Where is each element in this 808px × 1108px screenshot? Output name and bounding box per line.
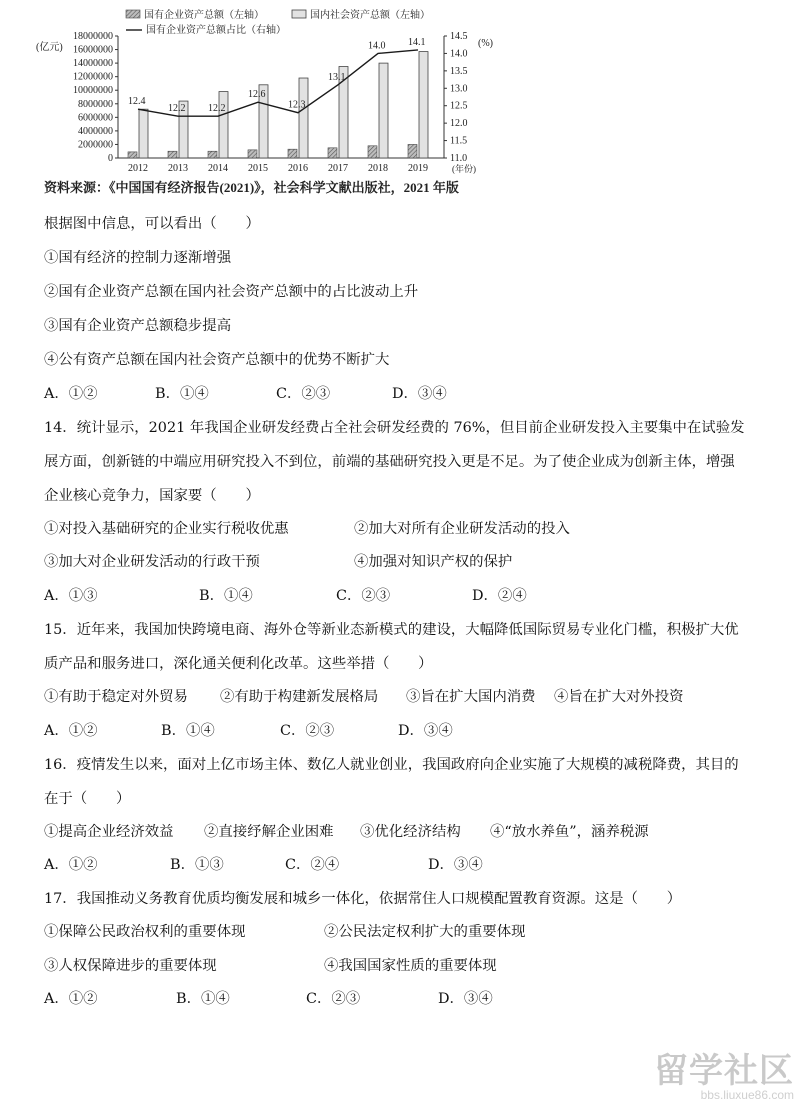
q14-stem-line-3: 企业核心竞争力，国家要（ ） bbox=[44, 488, 260, 504]
bar-state-2014 bbox=[208, 151, 217, 158]
x-axis-tick-label: 2018 bbox=[368, 163, 388, 174]
q16-option-c[interactable]: C．②④ bbox=[285, 857, 340, 873]
legend-swatch-state bbox=[126, 10, 140, 18]
q16-statement-1: ①提高企业经济效益 bbox=[44, 824, 174, 840]
right-axis-tick-label: 11.0 bbox=[450, 153, 468, 164]
bar-state-2016 bbox=[288, 149, 297, 158]
chart-source: 资料来源：《中国国有经济报告(2021)》，社会科学文献出版社，2021 年版 bbox=[44, 180, 459, 195]
q13-statement-3: ③国有企业资产总额稳步提高 bbox=[44, 318, 232, 334]
q17-option-d[interactable]: D．③④ bbox=[438, 991, 493, 1007]
right-axis-unit: (%) bbox=[478, 38, 493, 49]
bar-state-2017 bbox=[328, 148, 337, 158]
q15-option-d[interactable]: D．③④ bbox=[398, 723, 453, 739]
q14-statement-3: ③加大对企业研发活动的行政干预 bbox=[44, 554, 260, 570]
legend-swatch-social bbox=[292, 10, 306, 18]
right-axis-tick-label: 11.5 bbox=[450, 135, 468, 147]
right-axis-tick-label: 12.0 bbox=[450, 118, 468, 130]
left-axis-tick-label: 12000000 bbox=[73, 71, 113, 83]
watermark-logo bbox=[654, 1043, 794, 1102]
ratio-data-label: 13.1 bbox=[328, 71, 346, 83]
bar-social-2012 bbox=[139, 109, 148, 158]
q17-statement-3: ③人权保障进步的重要体现 bbox=[44, 958, 217, 974]
ratio-data-label: 14.1 bbox=[408, 36, 426, 48]
q13-statement-1: ①国有经济的控制力逐渐增强 bbox=[44, 250, 232, 266]
right-axis-tick-label: 14.5 bbox=[450, 31, 468, 42]
q13-option-d[interactable]: D．③④ bbox=[392, 386, 447, 402]
right-axis-tick-label: 14.0 bbox=[450, 48, 468, 60]
ratio-data-label: 12.4 bbox=[128, 96, 146, 108]
q13-option-c[interactable]: C．②③ bbox=[276, 386, 331, 402]
q14-option-d[interactable]: D．②④ bbox=[472, 588, 527, 604]
x-axis-tick-label: 2017 bbox=[328, 163, 348, 174]
q15-statement-3: ③旨在扩大国内消费 bbox=[406, 689, 536, 705]
q17-option-c[interactable]: C．②③ bbox=[306, 991, 361, 1007]
q14-stem-line-2: 展方面，创新链的中端应用研究投入不到位，前端的基础研究投入更是不足。为了使企业成为创新主体，增强 bbox=[44, 454, 735, 470]
ratio-data-label: 14.0 bbox=[368, 40, 386, 52]
left-axis-tick-label: 18000000 bbox=[73, 31, 113, 42]
q13-statement-4: ④公有资产总额在国内社会资产总额中的优势不断扩大 bbox=[44, 352, 390, 368]
q14-option-c[interactable]: C．②③ bbox=[336, 588, 391, 604]
q17-statement-2: ②公民法定权利扩大的重要体现 bbox=[324, 924, 526, 940]
right-axis-tick-label: 13.0 bbox=[450, 83, 468, 95]
q16-stem-line-1: 16．疫情发生以来，面对上亿市场主体、数亿人就业创业，我国政府向企业实施了大规模的减税降费，其目的 bbox=[44, 757, 739, 773]
q15-statement-2: ②有助于构建新发展格局 bbox=[220, 689, 379, 705]
left-axis-tick-label: 16000000 bbox=[73, 44, 113, 56]
bar-social-2019 bbox=[419, 52, 428, 158]
x-axis-tick-label: 2019 bbox=[408, 163, 428, 174]
left-axis-tick-label: 6000000 bbox=[78, 112, 113, 124]
x-axis-tick-label: 2013 bbox=[168, 163, 188, 174]
q13-statement-2: ②国有企业资产总额在国内社会资产总额中的占比波动上升 bbox=[44, 284, 419, 300]
q16-stem-line-2: 在于（ ） bbox=[44, 791, 131, 807]
bar-state-2012 bbox=[128, 152, 137, 158]
q17-option-a[interactable]: A．①② bbox=[44, 991, 98, 1007]
q14-statement-2: ②加大对所有企业研发活动的投入 bbox=[354, 521, 570, 537]
q13-options bbox=[44, 382, 784, 402]
left-axis-tick-label: 8000000 bbox=[78, 98, 113, 110]
x-axis-unit: (年份) bbox=[452, 164, 476, 174]
q16-options bbox=[44, 853, 784, 873]
q13-stem: 根据图中信息，可以看出（ ） bbox=[44, 216, 260, 232]
bar-social-2014 bbox=[219, 92, 228, 158]
bar-social-2018 bbox=[379, 63, 388, 158]
q17-statement-1: ①保障公民政治权利的重要体现 bbox=[44, 924, 246, 940]
bar-social-2016 bbox=[299, 78, 308, 158]
ratio-data-label: 12.3 bbox=[288, 99, 306, 111]
q14-options bbox=[44, 584, 784, 604]
q16-statement-2: ②直接纾解企业困难 bbox=[204, 824, 334, 840]
q17-stem: 17．我国推动义务教育优质均衡发展和城乡一体化，依据常住人口规模配置教育资源。这是（ ） bbox=[44, 891, 682, 907]
x-axis-tick-label: 2012 bbox=[128, 163, 148, 174]
bar-state-2019 bbox=[408, 144, 417, 158]
q14-statement-4: ④加强对知识产权的保护 bbox=[354, 554, 513, 570]
legend-label-ratio: 国有企业资产总额占比（右轴） bbox=[146, 25, 286, 36]
q14-option-b[interactable]: B．①④ bbox=[199, 588, 253, 604]
q15-options bbox=[44, 719, 784, 739]
right-axis-tick-label: 12.5 bbox=[450, 100, 468, 112]
q15-statement-1: ①有助于稳定对外贸易 bbox=[44, 689, 188, 705]
chart-legend bbox=[126, 8, 430, 36]
ratio-data-label: 12.2 bbox=[208, 103, 226, 115]
q14-option-a[interactable]: A．①③ bbox=[44, 588, 98, 604]
bar-state-2013 bbox=[168, 151, 177, 158]
left-axis-tick-label: 14000000 bbox=[73, 58, 113, 70]
q16-option-a[interactable]: A．①② bbox=[44, 857, 98, 873]
left-axis-unit: (亿元) bbox=[36, 42, 63, 53]
watermark-url: bbs.liuxue86.com bbox=[700, 1088, 794, 1102]
left-axis-tick-label: 10000000 bbox=[73, 85, 113, 97]
q16-option-b[interactable]: B．①③ bbox=[170, 857, 224, 873]
x-axis-tick-label: 2016 bbox=[288, 163, 308, 174]
q15-stem-line-1: 15．近年来，我国加快跨境电商、海外仓等新业态新模式的建设，大幅降低国际贸易专业化门槛，积极扩大优 bbox=[44, 622, 739, 638]
watermark-title: 留学社区 bbox=[654, 1051, 794, 1091]
asset-chart bbox=[30, 6, 520, 204]
q14-stem-line-1: 14．统计显示，2021 年我国企业研发经费占全社会研发经费的 76%，但目前企业研发投入主要集中在试验发 bbox=[44, 420, 745, 436]
q15-stem-line-2: 质产品和服务进口，深化通关便利化改革。这些举措（ ） bbox=[44, 656, 433, 672]
q15-option-a[interactable]: A．①② bbox=[44, 723, 98, 739]
bar-state-2015 bbox=[248, 150, 257, 158]
q15-option-c[interactable]: C．②③ bbox=[280, 723, 335, 739]
q17-options bbox=[44, 987, 784, 1007]
q16-statement-3: ③优化经济结构 bbox=[360, 824, 461, 840]
right-axis-tick-label: 13.5 bbox=[450, 65, 468, 77]
x-axis-tick-label: 2014 bbox=[208, 163, 228, 174]
bar-state-2018 bbox=[368, 146, 377, 158]
legend-label-state: 国有企业资产总额（左轴） bbox=[144, 10, 264, 21]
q16-statement-4: ④“放水养鱼”，涵养税源 bbox=[490, 824, 649, 840]
x-axis-tick-label: 2015 bbox=[248, 163, 268, 174]
q15-option-b[interactable]: B．①④ bbox=[161, 723, 215, 739]
q16-option-d[interactable]: D．③④ bbox=[428, 857, 483, 873]
ratio-data-label: 12.2 bbox=[168, 103, 186, 115]
q13-option-a[interactable]: A．①② bbox=[44, 386, 98, 402]
q17-option-b[interactable]: B．①④ bbox=[176, 991, 230, 1007]
left-axis-tick-label: 0 bbox=[108, 153, 113, 164]
legend-label-social: 国内社会资产总额（左轴） bbox=[310, 10, 430, 21]
left-axis-tick-label: 4000000 bbox=[78, 125, 113, 137]
left-axis-tick-label: 2000000 bbox=[78, 139, 113, 151]
ratio-data-label: 12.6 bbox=[248, 89, 266, 101]
q13-option-b[interactable]: B．①④ bbox=[155, 386, 209, 402]
q17-statement-4: ④我国国家性质的重要体现 bbox=[324, 958, 497, 974]
q15-statement-4: ④旨在扩大对外投资 bbox=[554, 689, 684, 705]
q14-statement-1: ①对投入基础研究的企业实行税收优惠 bbox=[44, 521, 289, 537]
